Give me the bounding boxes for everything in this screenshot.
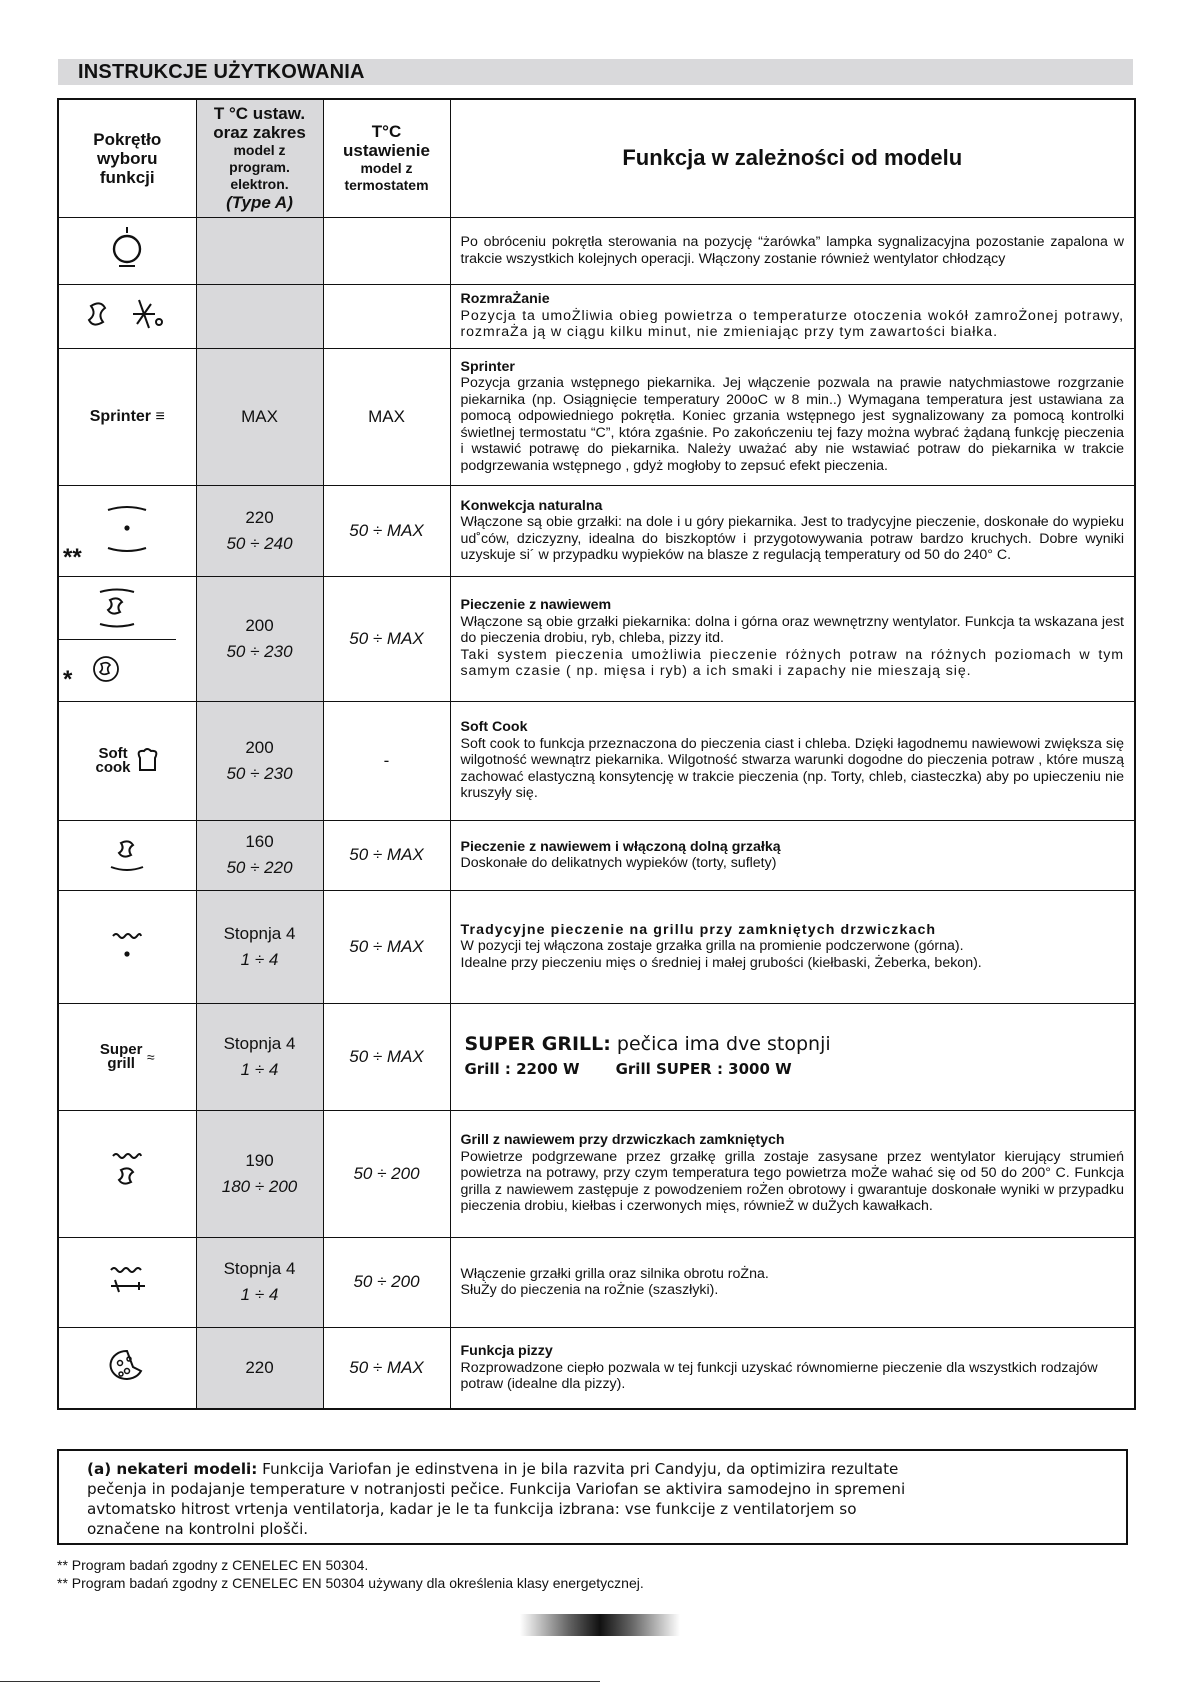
table-row: [58, 348, 1135, 485]
rotisserie-icon: [58, 1237, 196, 1327]
thermostat-value: MAX: [323, 348, 450, 485]
thermostat-value: 50 ÷ 200: [323, 1110, 450, 1237]
fan-small-icon: [91, 654, 121, 684]
defrost-icon: [58, 284, 196, 348]
thermostat-value: 50 ÷ MAX: [323, 1003, 450, 1110]
thermostat-value: -: [323, 701, 450, 820]
electronic-value: Stopnja 4 1 ÷ 4: [196, 1237, 323, 1327]
note-label: (a) nekateri modeli:: [87, 1460, 258, 1478]
row-title: Grill z nawiewem przy drzwiczkach zamkniętych: [460, 1132, 785, 1149]
pizza-icon: [58, 1327, 196, 1409]
sprinter-icon: Sprinter ≡: [58, 348, 196, 485]
table-row: [58, 576, 1135, 701]
row-title: Soft Cook: [460, 719, 528, 736]
table-row: [58, 890, 1135, 1003]
row-title: RozmraŻanie: [460, 291, 550, 308]
row-title: Konwekcja naturalna: [460, 497, 603, 514]
thermostat-value: 50 ÷ 200: [323, 1237, 450, 1327]
row-description: Doskonałe do delikatnych wypieków (torty, suflety): [460, 855, 777, 871]
footnote-star: *: [63, 665, 73, 693]
table-row: [58, 1003, 1135, 1110]
thermostat-value: 50 ÷ MAX: [323, 1327, 450, 1409]
footnote-star: **: [63, 543, 82, 571]
row-description: Soft cook to funkcja przeznaczona do pieczenia ciast i chleba. Dzięki łagodnemu nawiewowi zwiększa się wilgotność wewnątrz piekarnika. Wilgotność stwarza warunki dogodne do pieczenia potraw , które muszą zachować elastyczną konsytencję w trakcie pieczenia (np. Torty, chleb, ciasteczka) aby po upieczeniu nie kruszyły się.: [460, 735, 1124, 802]
soft-cook-icon: Soft cook: [58, 701, 196, 820]
electronic-value: Stopnja 4 1 ÷ 4: [196, 1003, 323, 1110]
row-title: SUPER GRILL: pečica ima dve stopnji: [464, 1033, 831, 1055]
row-description-2: SłuŻy do pieczenia na roŻnie (szaszłyki).: [460, 1282, 719, 1298]
oven-functions-table: [57, 98, 1136, 1410]
table-row: [58, 284, 1135, 348]
grill-icon: [58, 890, 196, 1003]
row-description: Włączone są obie grzałki: na dole i u góry piekarnika. Jest to tradycyjne pieczenie, doskonałe do wypieku ud˚ców, dziczyzny, idealna do biszkoptów i przygotowywania potraw bardzo kruchych. Dobre wyniki uzyskuje si´ w przypadku wypieków na blasze z regulacją temperatury od 50 do 240° C.: [460, 514, 1124, 563]
electronic-value: 200 50 ÷ 230: [196, 576, 323, 701]
page-number-tab: [520, 1614, 680, 1636]
conventional-icon: [58, 485, 196, 576]
row-description: Pozycja grzania wstępnego piekarnika. Jej włączenie pozwala na prawie natychmiastowe rozgrzanie piekarnika (np. Osiągnięcie temperatury 200oC w 8 min..) Wymagana temperatura jest ustawiana za pomocą odpowiedniego pokrętła. Koniec grzania wstępnego jest sygnalizowany za pomocą kontrolki świetlnej termostatu “C”, która zgaśnie. Po zakończeniu tej fazy można wybrać żądaną funkcję pieczenia i wstawić potrawę do piekarnika. Należy uważać aby nie wstawiać potraw do piekarnika w trakcie podgrzewania wstępnego , gdyż mogłoby to zepsuć efekt pieczenia.: [460, 375, 1124, 474]
electronic-value: 160 50 ÷ 220: [196, 820, 323, 890]
variofan-note: [57, 1449, 1128, 1545]
header-function: Funkcja w zależności od modelu: [450, 99, 1135, 217]
row-description: Powietrze podgrzewane przez grzałkę grilla zostaje zasysane przez wentylator kierujący strumień powietrza na potrawy, przy czym temperatura tego powietrza moŻe wahać się od 50 do 200° C. Funkcja grilla z nawiewem zastępuje z powodzeniem roŻen obrotowy i gwarantuje doskonałe wyniki w przypadku pieczenia drobiu, kiełbas i czerwonych mięs, równieŻ w duŻych kawałkach.: [460, 1148, 1124, 1215]
header-knob: Pokrętło wyboru funkcji: [58, 99, 196, 217]
note-text: Funkcija Variofan je edinstvena in je bila razvita pri Candyju, da optimizira rezultate pečenja in podajanje temperature v notranjosti pečice. Funkcija Variofan se aktivira samodejno in spremeni avtomatsko hitrost vrtenja ventilatorja, kadar je le ta funkcija izbrana: vse funkcije z ventilatorjem so označene na kontrolni plošči.: [87, 1460, 906, 1538]
bottom-rule: [0, 1681, 600, 1682]
electronic-value: 200 50 ÷ 230: [196, 701, 323, 820]
thermostat-value: 50 ÷ MAX: [323, 890, 450, 1003]
thermostat-value: 50 ÷ MAX: [323, 485, 450, 576]
table-header-row: [58, 99, 1135, 217]
row-description: Włączone są obie grzałki piekarnika: dolna i górna oraz wewnętrzny wentylator. Funkcja ta wskazana jest do pieczenia drobiu, ryb, chleba, pizzy itd.: [460, 613, 1124, 647]
thermostat-value: 50 ÷ MAX: [323, 820, 450, 890]
row-title: Funkcja pizzy: [460, 1343, 553, 1359]
header-thermostat: T°C ustawienie model z termostatem: [323, 99, 450, 217]
electronic-value: 220: [196, 1327, 323, 1409]
electronic-value: MAX: [196, 348, 323, 485]
table-row: [58, 1327, 1135, 1409]
table-row: [58, 217, 1135, 284]
row-description-2: Taki system pieczenia umożliwia pieczenie różnych potraw na różnych poziomach w tym samym czasie ( np. mięsa i ryb) a ich smaki i zapachy nie mieszają się.: [460, 646, 1124, 680]
power-levels: Grill : 2200 W Grill SUPER : 3000 W: [464, 1059, 792, 1078]
footnote-1: ** Program badań zgodny z CENELEC EN 50304.: [57, 1557, 369, 1573]
footnote-2: ** Program badań zgodny z CENELEC EN 50304 używany dla określenia klasy energetycznej.: [57, 1575, 644, 1591]
row-description: Rozprowadzone ciepło pozwala w tej funkcji uzyskać równomierne pieczenie dla wszystkich rodzajów potraw (idealne dla pizzy).: [460, 1359, 1098, 1392]
table-row: [58, 820, 1135, 890]
table-row: [58, 485, 1135, 576]
row-title: Tradycyjne pieczenie na grillu przy zamkniętych drzwiczkach: [460, 921, 937, 938]
row-description: W pozycji tej włączona zostaje grzałka grilla na promienie podczerwone (górna). Idealne przy pieczeniu mięs o średniej i małej grubości (kiełbaski, Żeberka, bekon).: [460, 938, 982, 971]
row-description: Włączenie grzałki grilla oraz silnika obrotu roŻna.: [460, 1265, 769, 1282]
grill-fan-icon: [58, 1110, 196, 1237]
super-grill-icon: Super grill ≈: [58, 1003, 196, 1110]
header-electronic: T °C ustaw. oraz zakres model z program. elektron. (Type A): [196, 99, 323, 217]
thermostat-value: 50 ÷ MAX: [323, 576, 450, 701]
fan-bottom-icon: [58, 820, 196, 890]
row-description: Po obróceniu pokrętła sterowania na pozycję “żarówka” lampka sygnalizacyjna pozostanie zapalona w trakcie wszystkich kolejnych operacji. Włączony zostanie również wentylator chłodzący: [460, 234, 1124, 267]
electronic-value: 220 50 ÷ 240: [196, 485, 323, 576]
electronic-value: Stopnja 4 1 ÷ 4: [196, 890, 323, 1003]
section-title: INSTRUKCJE UŻYTKOWANIA: [78, 61, 365, 83]
row-description: Pozycja ta umoŻliwia obieg powietrza o temperaturze otoczenia wokół zamroŻonej potrawy, rozmraŻa ją w ciągu kilku minut, nie zmieniając przy tym zawartości białka.: [460, 307, 1124, 341]
table-row: [58, 701, 1135, 820]
row-title: Pieczenie z nawiewem: [460, 597, 612, 614]
fan-icon: [58, 576, 196, 701]
row-title: Sprinter: [460, 358, 515, 375]
row-title: Pieczenie z nawiewem i włączoną dolną grzałką: [460, 838, 781, 855]
table-row: [58, 1110, 1135, 1237]
electronic-value: 190 180 ÷ 200: [196, 1110, 323, 1237]
section-header: [58, 59, 1133, 85]
lamp-icon: [58, 217, 196, 284]
table-row: [58, 1237, 1135, 1327]
